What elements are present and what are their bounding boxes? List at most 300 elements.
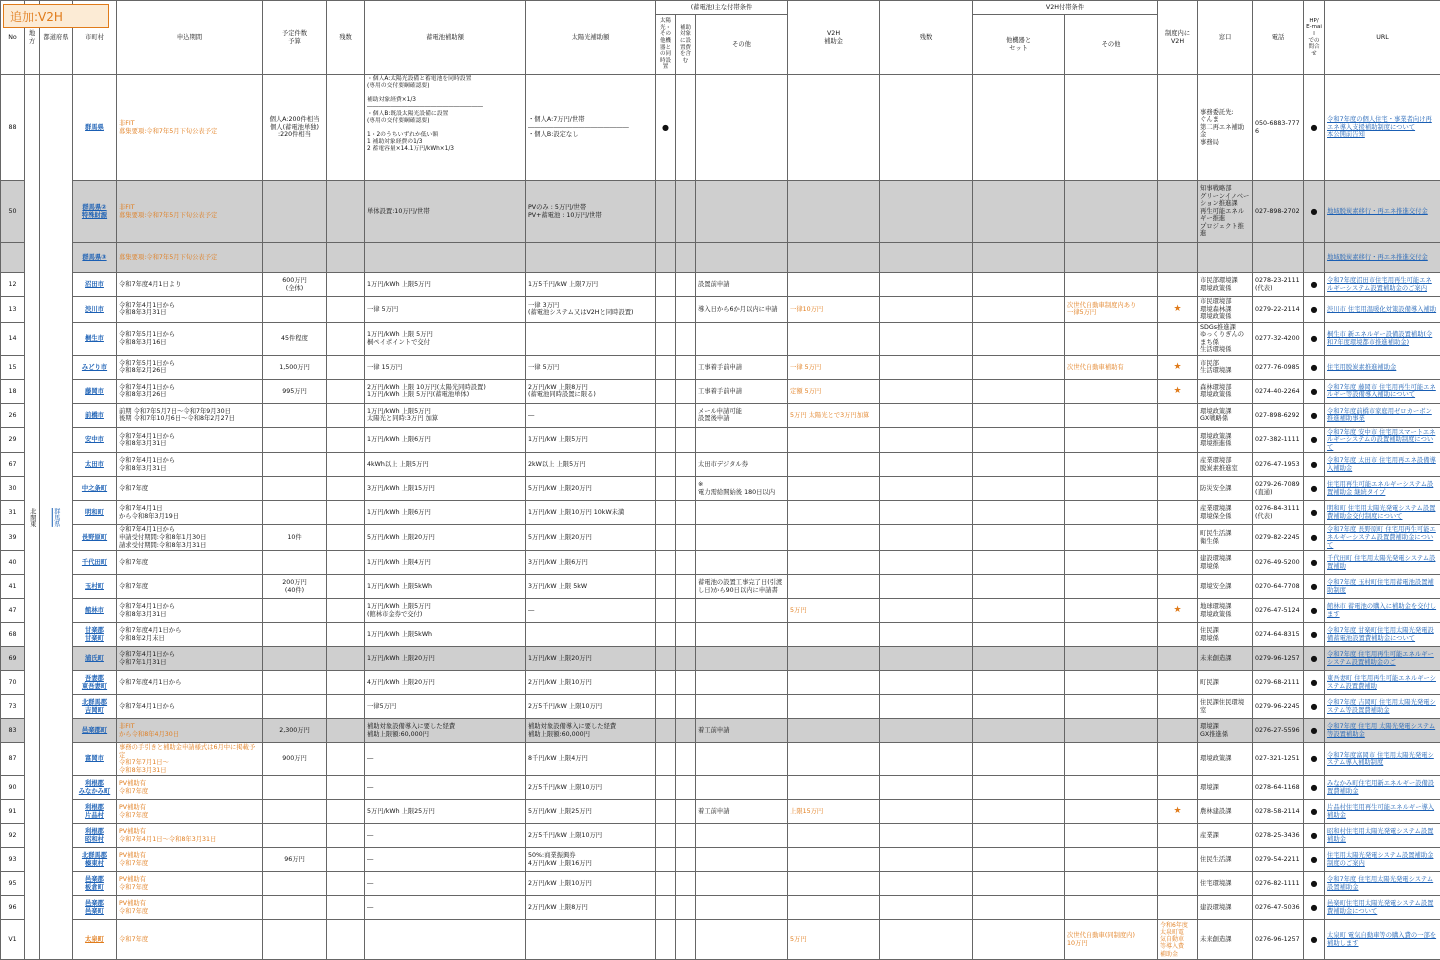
v2h-cell — [788, 647, 880, 671]
solar-cell: 50%:商業振興券 4万円/kW 上限16万円 — [526, 848, 656, 872]
b-simul-cell — [656, 671, 676, 695]
remain-cell — [327, 743, 365, 776]
b-other-cell: メール申請可能 設置後申請 — [696, 403, 788, 427]
url-cell[interactable]: 渋川市 住宅用温暖化対策設備導入補助 — [1325, 297, 1440, 323]
solar-cell: 8千円/kW 上限4万円 — [526, 743, 656, 776]
v-set-cell — [973, 243, 1065, 273]
v-other-cell: 次世代自動車(同制度内) 10万円 — [1065, 920, 1158, 960]
url-cell[interactable]: 令和7年度沼田市住宅用再生可能エネルギーシステム設置補助金のご案内 — [1325, 273, 1440, 297]
url-cell[interactable]: 昭和村住宅用太陽光発電システム設置補助金 — [1325, 824, 1440, 848]
v-other-cell — [1065, 776, 1158, 800]
city-cell[interactable]: 邑楽郡 板倉町 — [73, 872, 117, 896]
city-cell[interactable]: みどり市 — [73, 355, 117, 379]
window-cell: 環境政策課 GX戦略係 — [1198, 403, 1253, 427]
phone-cell: 0278-23-2111 (代表) — [1253, 273, 1304, 297]
hp-cell: ● — [1304, 427, 1325, 453]
v2h-in-cell — [1158, 75, 1198, 181]
city-cell[interactable]: 利根郡 みなかみ町 — [73, 776, 117, 800]
window-cell: SDGs推進課 ゆっくりぎんのまち係 生活環境係 — [1198, 322, 1253, 355]
phone-cell: 0279-26-7089 (直通) — [1253, 477, 1304, 501]
city-cell[interactable]: 北群馬郡 榛東村 — [73, 848, 117, 872]
url-cell[interactable]: 令和7年度前橋市家庭用ゼロカーボン推進補助事業 — [1325, 403, 1440, 427]
v-other-cell — [1065, 243, 1158, 273]
b-simul-cell — [656, 848, 676, 872]
city-cell[interactable]: 安中市 — [73, 427, 117, 453]
solar-cell: 補助対象設備導入に要した経費 補助上限額:60,000円 — [526, 719, 656, 743]
url-cell[interactable]: 令和7年度 安中市 住宅用スマートエネルギーシステムの設置補助制度について — [1325, 427, 1440, 453]
v2h-cell: 定額 5万円 — [788, 379, 880, 403]
battery-cell: 補助対象設備導入に要した経費 補助上限額:60,000円 — [365, 719, 526, 743]
remain-cell — [880, 453, 973, 477]
hp-cell: ● — [1304, 181, 1325, 243]
url-cell[interactable]: 令和7年度 吉岡町 住宅用太陽光発電システム等設置費補助金 — [1325, 695, 1440, 719]
url-cell[interactable]: 令和7年度富岡市 住宅用太陽光発電システム導入補助制度 — [1325, 743, 1440, 776]
period-cell: PV補助有 令和7年4月1日～令和8年3月31日 — [117, 824, 263, 848]
city-cell[interactable]: 千代田町 — [73, 551, 117, 575]
solar-cell: ・個人A:7万円/世帯 ―――――――――――――――― ・個人B:設定なし — [526, 75, 656, 181]
no-cell: 47 — [1, 599, 25, 623]
v2h-cell — [788, 671, 880, 695]
b-other-cell — [696, 501, 788, 525]
table-row — [1, 800, 1440, 824]
phone-cell: 0279-54-2211 — [1253, 848, 1304, 872]
b-other-cell: 工事着手前申請 — [696, 355, 788, 379]
v-set-cell — [973, 181, 1065, 243]
url-cell[interactable]: 住宅用再生可能エネルギーシステム設置補助金 継続タイプ — [1325, 477, 1440, 501]
battery-cell — [365, 243, 526, 273]
remain-cell — [880, 647, 973, 671]
b-incl-cell — [676, 75, 696, 181]
url-cell[interactable]: 東吾妻町 住宅用再生可能エネルギーシステム設置費補助 — [1325, 671, 1440, 695]
b-simul-cell — [656, 273, 676, 297]
hp-cell: ● — [1304, 671, 1325, 695]
city-cell[interactable]: 利根郡 片品村 — [73, 800, 117, 824]
url-cell[interactable]: 桐生市 新エネルギー設備設置補助(令和7年度環境都市推進補助金) — [1325, 322, 1440, 355]
b-other-cell — [696, 848, 788, 872]
v2h-in-cell — [1158, 695, 1198, 719]
planned-cell — [263, 551, 327, 575]
city-cell[interactable]: 利根郡 昭和村 — [73, 824, 117, 848]
no-cell: 30 — [1, 477, 25, 501]
url-cell[interactable]: 館林市 蓄電池の購入に補助金を交付します — [1325, 599, 1440, 623]
no-cell: 88 — [1, 75, 25, 181]
table-row — [1, 501, 1440, 525]
window-cell: 環境課 GX推進係 — [1198, 719, 1253, 743]
hp-cell: ● — [1304, 297, 1325, 323]
v2h-cell — [788, 181, 880, 243]
phone-cell: 027-321-1251 — [1253, 743, 1304, 776]
battery-cell: 2万円/kWh 上限 10万円(太陽光同時設置) 1万円/kWh 上限 5万円(蓄電池単体) — [365, 379, 526, 403]
window-cell: 市民環境部 環境森林課 環境政策係 — [1198, 297, 1253, 323]
header-simultaneous: 太陽光・その他機器との同時設置 — [656, 15, 676, 75]
planned-cell — [263, 671, 327, 695]
url-cell[interactable]: 住宅用太陽光発電システム設置補助金制度のご案内 — [1325, 848, 1440, 872]
city-cell[interactable]: 太田市 — [73, 453, 117, 477]
b-other-cell — [696, 896, 788, 920]
solar-cell: 2kW以上 上限5万円 — [526, 453, 656, 477]
url-cell[interactable]: 太泉町 電気自動車等の購入費の一部を補助します — [1325, 920, 1440, 960]
b-simul-cell — [656, 501, 676, 525]
phone-cell: 0279-22-2114 — [1253, 297, 1304, 323]
v2h-in-cell — [1158, 273, 1198, 297]
b-other-cell: 導入日から6か月以内に申請 — [696, 297, 788, 323]
remain-cell — [327, 647, 365, 671]
url-cell[interactable]: 邑楽町住宅用太陽光発電システム設置費補助金について — [1325, 896, 1440, 920]
url-cell[interactable]: 地域脱炭素移行・再エネ推進交付金 — [1325, 181, 1440, 243]
phone-cell: 027-382-1111 — [1253, 427, 1304, 453]
period-cell: 令和7年4月1日から 申請受付期間:令和8年1月30日 請求受付期間:令和8年3月31日 — [117, 525, 263, 551]
b-other-cell — [696, 599, 788, 623]
v2h-in-cell — [1158, 623, 1198, 647]
city-cell[interactable]: 桐生市 — [73, 322, 117, 355]
remain-cell — [327, 453, 365, 477]
city-cell[interactable]: 富岡市 — [73, 743, 117, 776]
table-row — [1, 403, 1440, 427]
city-cell[interactable]: 甘楽郡 甘楽町 — [73, 623, 117, 647]
city-cell[interactable]: 群馬県② 特殊財源 — [73, 181, 117, 243]
no-cell: 70 — [1, 671, 25, 695]
url-cell[interactable]: 明和町 住宅用太陽光発電システム設置費補助金交付制度について — [1325, 501, 1440, 525]
v2h-cell: 一律 5万円 — [788, 355, 880, 379]
b-incl-cell — [676, 695, 696, 719]
window-cell: 産業環境部 脱炭素推進室 — [1198, 453, 1253, 477]
v2h-cell — [788, 776, 880, 800]
city-cell[interactable]: 沼田市 — [73, 273, 117, 297]
header-window: 窓口 — [1198, 1, 1253, 75]
v-other-cell — [1065, 896, 1158, 920]
city-cell[interactable]: 北群馬郡 吉岡町 — [73, 695, 117, 719]
battery-cell: 一律 5万円 — [365, 297, 526, 323]
b-incl-cell — [676, 322, 696, 355]
v2h-in-cell — [1158, 477, 1198, 501]
b-incl-cell — [676, 599, 696, 623]
planned-cell — [263, 501, 327, 525]
period-cell: 令和7年度 — [117, 920, 263, 960]
window-cell: 未来創造課 — [1198, 647, 1253, 671]
city-cell[interactable]: 群馬県 — [73, 75, 117, 181]
v2h-cell — [788, 896, 880, 920]
b-incl-cell — [676, 273, 696, 297]
hp-cell: ● — [1304, 848, 1325, 872]
b-other-cell — [696, 243, 788, 273]
header-remain: 残数 — [327, 1, 365, 75]
planned-cell — [263, 403, 327, 427]
battery-cell: ― — [365, 776, 526, 800]
city-cell[interactable]: 渋川市 — [73, 297, 117, 323]
b-other-cell — [696, 776, 788, 800]
url-cell[interactable]: 令和7年度 住宅用再生可能エネルギーシステム設置補助金のご — [1325, 647, 1440, 671]
city-cell[interactable]: 邑楽郡町 — [73, 719, 117, 743]
header-url: URL — [1325, 1, 1440, 75]
planned-cell — [263, 453, 327, 477]
no-cell: 39 — [1, 525, 25, 551]
window-cell: 環境課 — [1198, 776, 1253, 800]
v-other-cell — [1065, 575, 1158, 599]
solar-cell: 一律 3万円 (蓄電池システム又はV2Hと同時設置) — [526, 297, 656, 323]
header-no: No — [1, 1, 25, 75]
phone-cell: 0276-47-1953 — [1253, 453, 1304, 477]
period-cell: 令和7年4月1日から 令和8年3月31日 — [117, 599, 263, 623]
remain-cell — [880, 623, 973, 647]
b-simul-cell — [656, 477, 676, 501]
table-row — [1, 181, 1440, 243]
b-other-cell: ※ 電力需給開始後 180日以内 — [696, 477, 788, 501]
solar-cell: ― — [526, 599, 656, 623]
period-cell: 令和7年4月1日から 令和8年3月31日 — [117, 297, 263, 323]
battery-cell: 3万円/kWh 上限15万円 — [365, 477, 526, 501]
v-other-cell — [1065, 824, 1158, 848]
url-cell[interactable]: 令和7年度 甘楽町住宅用太陽光発電設備蓄電池設置費補助金について — [1325, 623, 1440, 647]
v-other-cell — [1065, 477, 1158, 501]
city-cell[interactable]: 吾妻郡 東吾妻町 — [73, 671, 117, 695]
battery-cell: 1万円/kWh 上限6万円 — [365, 501, 526, 525]
remain-cell — [880, 355, 973, 379]
url-cell[interactable]: 地域脱炭素移行・再エネ推進交付金 — [1325, 243, 1440, 273]
table-row — [1, 623, 1440, 647]
window-cell: 未来創造課 — [1198, 920, 1253, 960]
phone-cell: 027-898-2702 — [1253, 181, 1304, 243]
url-cell[interactable]: 片品村住宅用再生可能エネルギー導入補助金 — [1325, 800, 1440, 824]
table-row — [1, 647, 1440, 671]
url-cell[interactable]: みなかみ町住宅用新エネルギー設備設置費補助金 — [1325, 776, 1440, 800]
city-cell[interactable]: 長野原町 — [73, 525, 117, 551]
phone-cell: 0276-47-5036 — [1253, 896, 1304, 920]
window-cell: 産業課 — [1198, 824, 1253, 848]
hp-cell: ● — [1304, 379, 1325, 403]
no-cell: 69 — [1, 647, 25, 671]
url-cell[interactable]: 令和7年度 長野原町 住宅用再生可能エネルギーシステム設置費補助金について — [1325, 525, 1440, 551]
no-cell: 12 — [1, 273, 25, 297]
city-cell[interactable]: 浦氏町 — [73, 647, 117, 671]
v2h-cell: 上限15万円 — [788, 800, 880, 824]
hp-cell: ● — [1304, 647, 1325, 671]
period-cell: 令和7年度 — [117, 551, 263, 575]
b-incl-cell — [676, 647, 696, 671]
v2h-cell — [788, 427, 880, 453]
planned-cell: 995万円 — [263, 379, 327, 403]
hp-cell: ● — [1304, 75, 1325, 181]
city-cell[interactable]: 玉村町 — [73, 575, 117, 599]
v-set-cell — [973, 525, 1065, 551]
url-cell[interactable]: 令和7年度 住宅用 太陽光発電システム等設置補助金 — [1325, 719, 1440, 743]
v2h-cell — [788, 695, 880, 719]
remain-cell — [880, 896, 973, 920]
b-incl-cell — [676, 453, 696, 477]
city-cell[interactable]: 藤岡市 — [73, 379, 117, 403]
v2h-cell — [788, 743, 880, 776]
phone-cell: 0278-58-2114 — [1253, 800, 1304, 824]
battery-cell: 一律 15万円 — [365, 355, 526, 379]
city-cell[interactable]: 邑楽郡 邑楽町 — [73, 896, 117, 920]
remain-cell — [327, 297, 365, 323]
header-battery-other: その他 — [696, 15, 788, 75]
v-set-cell — [973, 75, 1065, 181]
battery-cell — [365, 920, 526, 960]
period-cell: 令和7年4月1日から 令和7年1月31日 — [117, 647, 263, 671]
b-other-cell: 設置前申請 — [696, 273, 788, 297]
v2h-cell — [788, 824, 880, 848]
table-row — [1, 848, 1440, 872]
header-planned: 予定件数 予算 — [263, 1, 327, 75]
battery-cell: 1万円/kWh 上限5万円 (館林市金券で交付) — [365, 599, 526, 623]
url-cell[interactable]: 令和7年度 藤岡市 住宅用再生可能エネルギー等設備導入補助について — [1325, 379, 1440, 403]
planned-cell — [263, 695, 327, 719]
remain-cell — [327, 896, 365, 920]
v2h-cell — [788, 75, 880, 181]
v2h-in-cell — [1158, 427, 1198, 453]
period-cell: PV補助有 令和7年度 — [117, 896, 263, 920]
b-incl-cell — [676, 403, 696, 427]
table-row — [1, 525, 1440, 551]
city-cell[interactable]: 明和町 — [73, 501, 117, 525]
v-other-cell — [1065, 379, 1158, 403]
url-cell[interactable]: 令和7年度 住宅用太陽光発電システム設置補助金 — [1325, 872, 1440, 896]
no-cell — [1, 243, 25, 273]
v-other-cell — [1065, 647, 1158, 671]
period-cell: PV補助有 令和7年度 — [117, 776, 263, 800]
battery-cell: 1万円/kWh 上限6万円 — [365, 427, 526, 453]
v-set-cell — [973, 427, 1065, 453]
table-row — [1, 453, 1440, 477]
v-other-cell — [1065, 848, 1158, 872]
no-cell: 29 — [1, 427, 25, 453]
remain-cell — [880, 848, 973, 872]
v-set-cell — [973, 800, 1065, 824]
solar-cell: 3万円/kW 上限6万円 — [526, 551, 656, 575]
b-incl-cell — [676, 800, 696, 824]
table-row — [1, 297, 1440, 323]
phone-cell: 0279-82-2245 — [1253, 525, 1304, 551]
hp-cell: ● — [1304, 896, 1325, 920]
b-other-cell — [696, 322, 788, 355]
v2h-cell: 5万円 太陽光とで3万円加算 — [788, 403, 880, 427]
v-other-cell — [1065, 551, 1158, 575]
remain-cell — [327, 525, 365, 551]
b-simul-cell — [656, 695, 676, 719]
solar-cell: PVのみ : 5万円/世帯 PV+蓄電池 : 10万円/世帯 — [526, 181, 656, 243]
url-cell[interactable]: 千代田町 住宅用太陽光発電システム設置補助 — [1325, 551, 1440, 575]
window-cell: 知事戦略部 グリーンイノベー ション推進課 再生可能エネル ギー推進 プロジェクト推進 — [1198, 181, 1253, 243]
no-cell: 40 — [1, 551, 25, 575]
solar-cell: 1万円/kW 上限20万円 — [526, 647, 656, 671]
b-simul-cell — [656, 719, 676, 743]
period-cell: 令和7年度4月1日から 令和8年2月末日 — [117, 623, 263, 647]
battery-cell: 4万円/kWh 上限20万円 — [365, 671, 526, 695]
planned-cell — [263, 776, 327, 800]
battery-cell: ― — [365, 824, 526, 848]
v2h-in-cell — [1158, 776, 1198, 800]
window-cell: 住民課住民環境室 — [1198, 695, 1253, 719]
planned-cell — [263, 800, 327, 824]
planned-cell — [263, 243, 327, 273]
b-incl-cell — [676, 525, 696, 551]
b-simul-cell — [656, 872, 676, 896]
city-cell[interactable]: 館林市 — [73, 599, 117, 623]
b-simul-cell — [656, 920, 676, 960]
planned-cell — [263, 427, 327, 453]
period-cell: PV補助有 令和7年度 — [117, 848, 263, 872]
b-incl-cell — [676, 297, 696, 323]
remain-cell — [327, 599, 365, 623]
b-other-cell: 着工前申請 — [696, 719, 788, 743]
hp-cell: ● — [1304, 273, 1325, 297]
v2h-in-cell: ★ — [1158, 355, 1198, 379]
v-set-cell — [973, 776, 1065, 800]
planned-cell: 10件 — [263, 525, 327, 551]
remain-cell — [880, 501, 973, 525]
v2h-in-cell: 令和6年度 太泉町電 気自動車 等導入費 補助金 — [1158, 920, 1198, 960]
b-simul-cell — [656, 647, 676, 671]
v-other-cell — [1065, 273, 1158, 297]
url-cell[interactable]: 住宅用脱炭素推進補助金 — [1325, 355, 1440, 379]
phone-cell: 0276-96-1257 — [1253, 920, 1304, 960]
city-cell[interactable]: 太泉町 — [73, 920, 117, 960]
remain-cell — [880, 75, 973, 181]
battery-cell: 4kWh以上 上限5万円 — [365, 453, 526, 477]
url-cell[interactable]: 令和7年度 玉村町住宅用蓄電池設置補助制度 — [1325, 575, 1440, 599]
planned-cell — [263, 477, 327, 501]
v2h-cell — [788, 623, 880, 647]
b-simul-cell — [656, 599, 676, 623]
solar-cell: 2万5千円/kW 上限10万円 — [526, 776, 656, 800]
remain-cell — [327, 920, 365, 960]
v-other-cell — [1065, 525, 1158, 551]
b-simul-cell — [656, 427, 676, 453]
v2h-in-cell: ★ — [1158, 599, 1198, 623]
phone-cell: 0277-76-0985 — [1253, 355, 1304, 379]
v2h-in-cell — [1158, 872, 1198, 896]
v2h-in-cell: ★ — [1158, 800, 1198, 824]
window-cell: 防災安全課 — [1198, 477, 1253, 501]
b-simul-cell — [656, 243, 676, 273]
hp-cell: ● — [1304, 743, 1325, 776]
v2h-cell — [788, 848, 880, 872]
b-incl-cell — [676, 920, 696, 960]
header-battery-conditions: (蓄電池)主な付帯条件 — [656, 1, 788, 15]
phone-cell: 0276-82-1111 — [1253, 872, 1304, 896]
remain-cell — [327, 427, 365, 453]
period-cell: 令和7年度 — [117, 477, 263, 501]
header-v2h-conditions: V2H付帯条件 — [973, 1, 1158, 15]
b-simul-cell — [656, 355, 676, 379]
v-set-cell — [973, 719, 1065, 743]
v2h-in-cell — [1158, 243, 1198, 273]
b-simul-cell — [656, 453, 676, 477]
b-simul-cell — [656, 322, 676, 355]
url-cell[interactable]: 令和7年度の個人住宅・事業者向け再エネ導入支援補助制度について 本公開前告知 — [1325, 75, 1440, 181]
remain-cell — [880, 322, 973, 355]
no-cell: 90 — [1, 776, 25, 800]
header-city: 市町村 — [73, 1, 117, 75]
remain-cell — [880, 525, 973, 551]
city-cell[interactable]: 前橋市 — [73, 403, 117, 427]
phone-cell: 0270-64-7708 — [1253, 575, 1304, 599]
city-cell[interactable]: 中之条町 — [73, 477, 117, 501]
b-other-cell — [696, 551, 788, 575]
remain-cell — [327, 776, 365, 800]
header-solar: 太陽光補助額 — [526, 1, 656, 75]
url-cell[interactable]: 令和7年度 太田市 住宅用再エネ設備導入補助金 — [1325, 453, 1440, 477]
phone-cell: 0274-40-2264 — [1253, 379, 1304, 403]
v-other-cell — [1065, 623, 1158, 647]
remain-cell — [327, 355, 365, 379]
pref-cell[interactable]: 群馬県 — [40, 75, 73, 960]
phone-cell: 0276-27-5596 — [1253, 719, 1304, 743]
table-row — [1, 551, 1440, 575]
add-v2h-tag: 追加:V2H — [3, 4, 109, 28]
city-cell[interactable]: 群馬県③ — [73, 243, 117, 273]
no-cell: 18 — [1, 379, 25, 403]
